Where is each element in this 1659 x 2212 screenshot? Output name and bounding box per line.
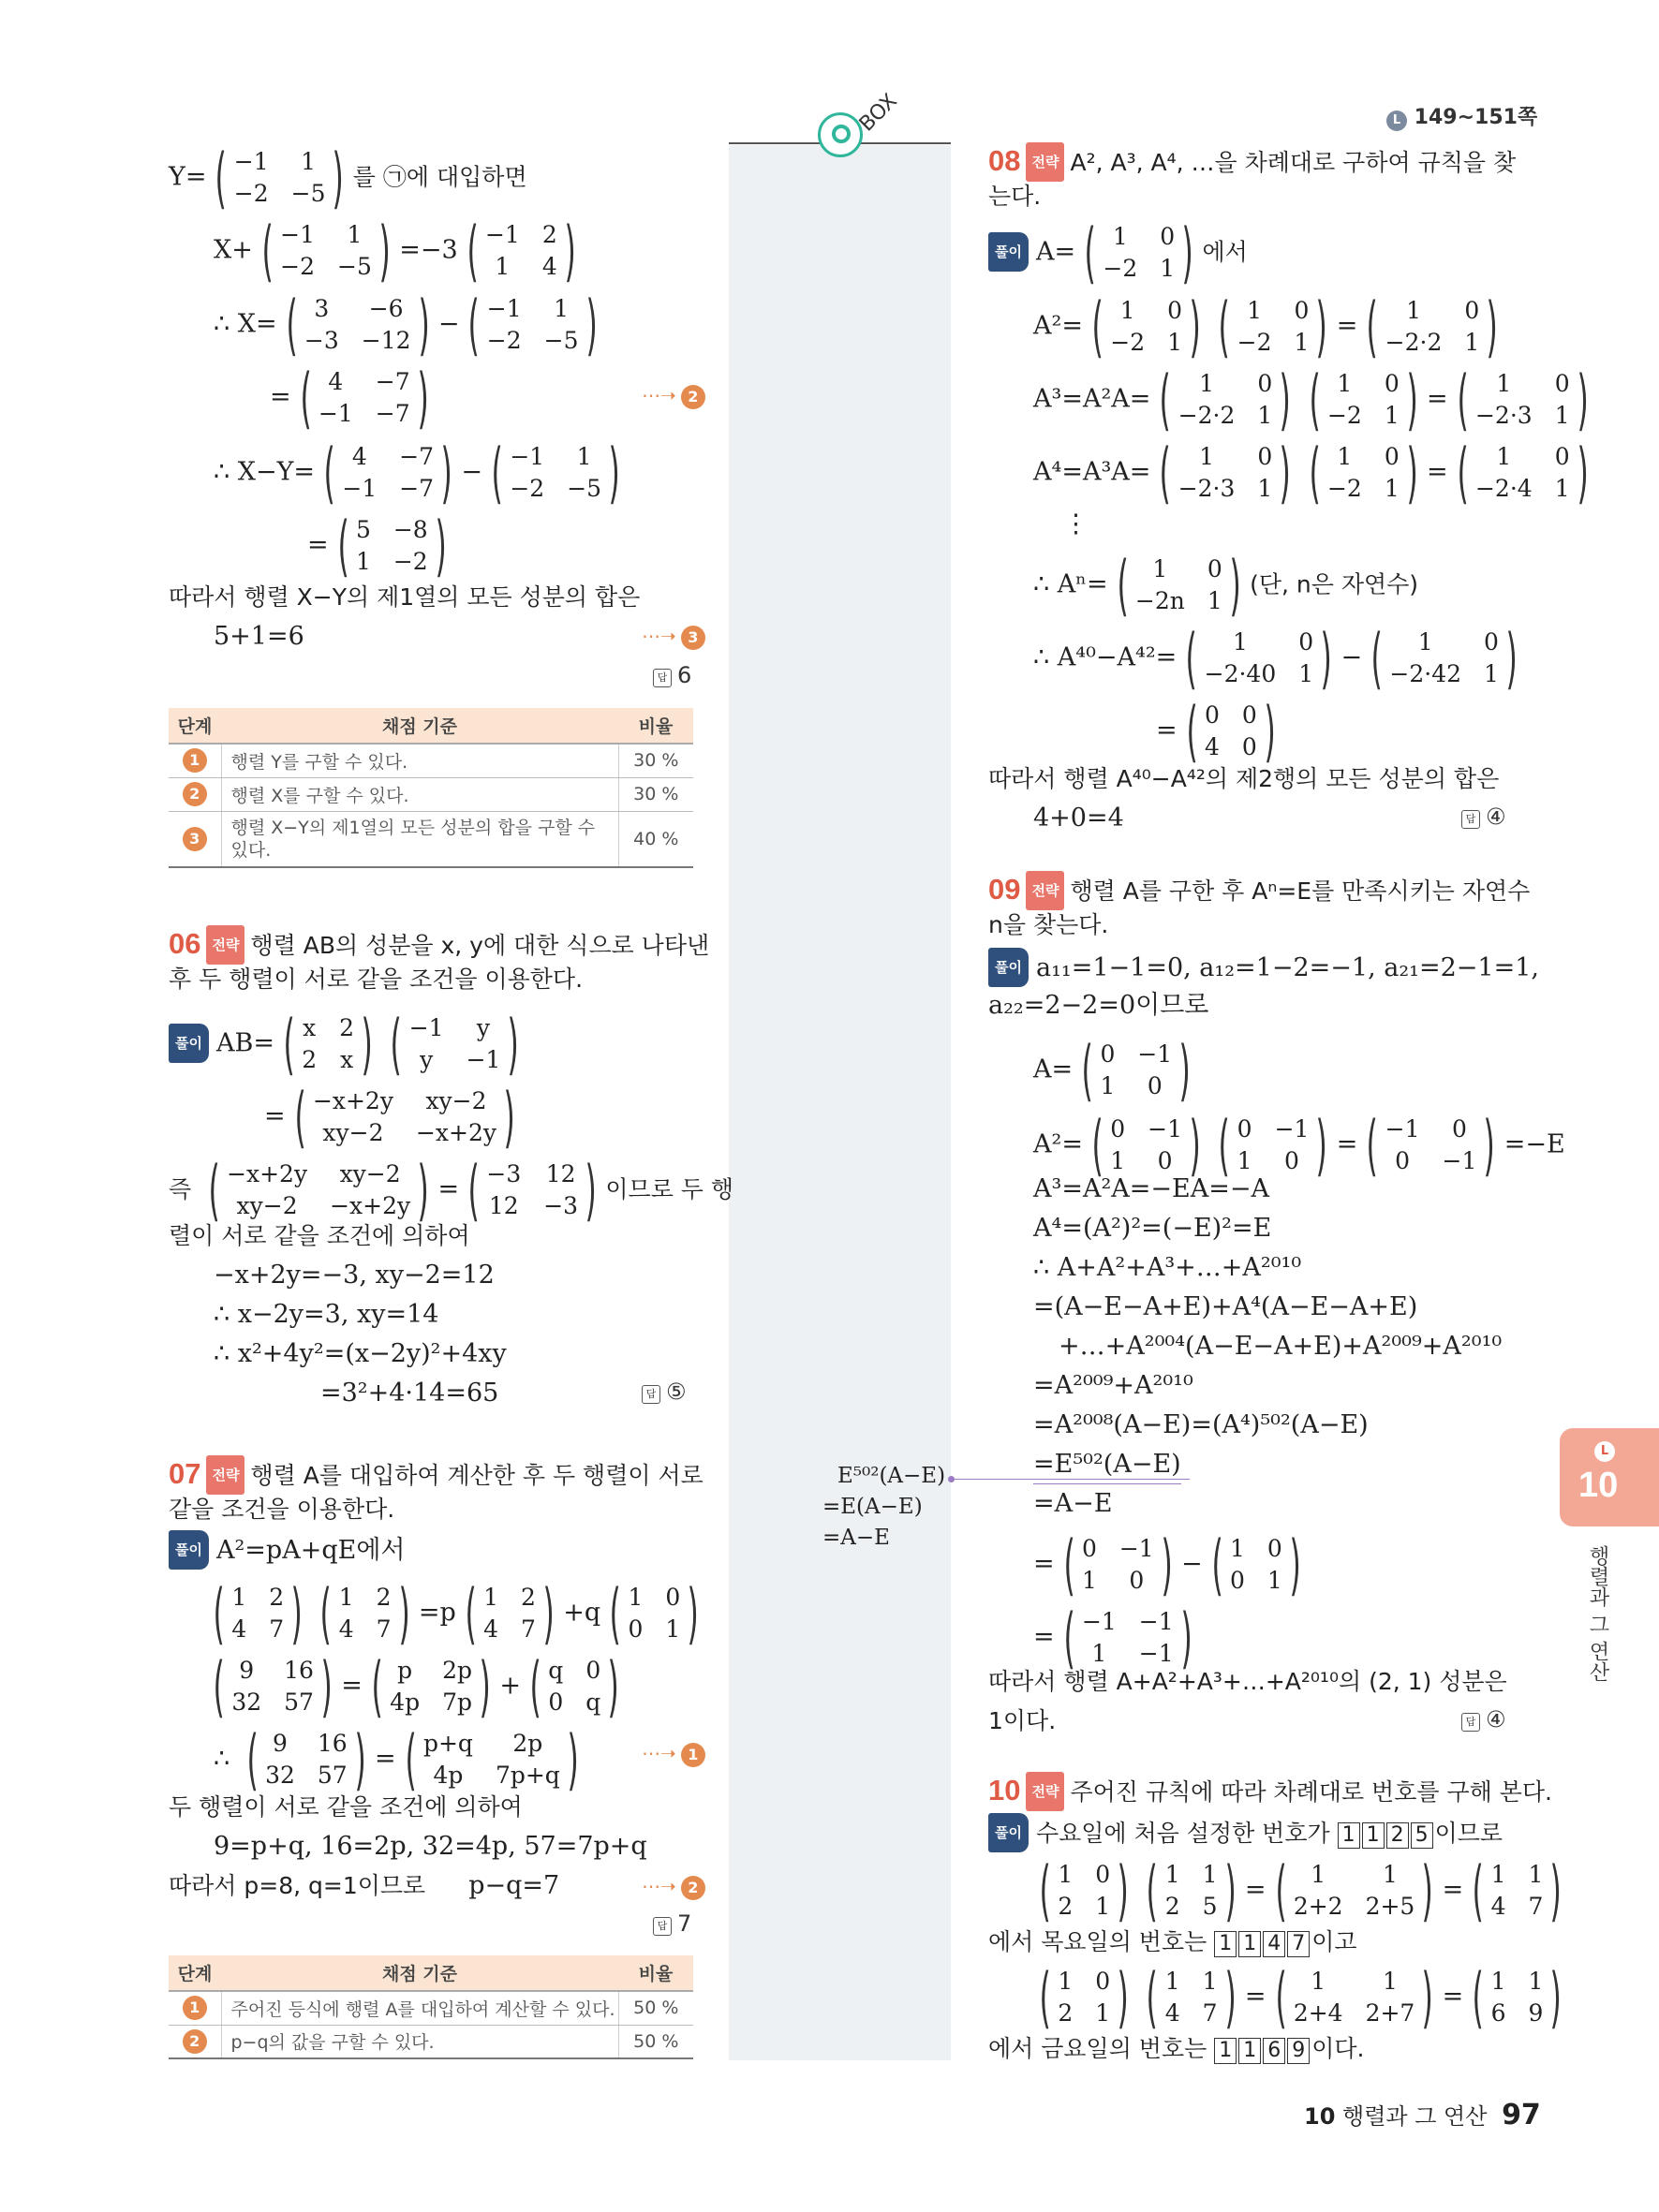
p07-eq1: ( 1 2 4 7 ) ( 1 2 4 7 ) =p ( 1 2 4 7 ) +q ( 1 0 0 1 ): [213, 1575, 700, 1652]
problem-07-strategy: 07 전략 행렬 A를 대입하여 계산한 후 두 행렬이 서로: [169, 1455, 704, 1495]
p10-eq1: ( 1 0 2 1 ) ( 1 1 2 5 ) = ( 1 1 2+2 2+5 ) = ( 1 1 4 7 ): [1039, 1852, 1563, 1929]
p06-equal: 즉 ( −x+2y xy−2 xy−2 −x+2y ) = ( −3 12 12 −3 ) 이므로 두 행: [169, 1152, 734, 1229]
p06-ab-result: = ( −x+2y xy−2 xy−2 −x+2y ): [264, 1079, 515, 1156]
p09-s4: =A²⁰⁰⁹+A²⁰¹⁰: [1033, 1371, 1193, 1400]
margin-note: E⁵⁰²(A−E) =E(A−E) =A−E: [822, 1464, 946, 1550]
step-marker-2: ⋯➝ 2: [642, 384, 705, 409]
p07-cond: 두 행렬이 서로 같을 조건에 의하여: [169, 1793, 523, 1821]
p08-a4: A⁴=A³A= ( 1 0 −2·3 1 ) ( 1 0 −2 1 ) = ( 1 0 −2·4 1 ): [1033, 435, 1589, 511]
left-x-result: = ( 4 −7 −1 −7 ): [270, 360, 429, 436]
problem-09-strategy: 09 전략 행렬 A를 구한 후 Aⁿ=E를 만족시키는 자연수: [988, 871, 1530, 910]
scoring-table-1: 단계 채점 기준 비율 1 행렬 Y를 구할 수 있다. 30 % 2 행렬 X를 구할 수 있다. 30 % 3 행렬 X−Y의 제1열의 모든 성분의 합을 구할 수 있다. 40 %: [169, 708, 693, 868]
p09-s3: +…+A²⁰⁰⁴(A−E−A+E)+A²⁰⁰⁹+A²⁰¹⁰: [1059, 1332, 1503, 1361]
p09-s9: = ( −1 −1 1 −1 ): [1033, 1600, 1192, 1676]
problem-07-strategy-2: 같을 조건을 이용한다.: [169, 1496, 395, 1523]
p07-eqs: 9=p+q, 16=2p, 32=4p, 57=7p+q: [214, 1832, 647, 1861]
problem-08-strategy-2: 는다.: [988, 183, 1042, 210]
p09-a: A= ( 0 −1 1 0 ): [1033, 1032, 1192, 1109]
p10-thursday: 에서 목요일의 번호는 1 1 4 7 이고: [988, 1928, 1357, 1955]
p06-line2: 렬이 서로 같을 조건에 의하여: [169, 1222, 470, 1249]
p06-ab: 풀이 AB= ( x 2 2 x ) ( −1 y y −1 ): [169, 1011, 528, 1077]
step-marker-3: ⋯➝ 3: [642, 625, 705, 650]
page-range: L 149~151쪽: [1386, 101, 1537, 131]
p08-sum: 4+0=4: [1033, 804, 1124, 833]
p08-a3: A³=A²A= ( 1 0 −2·2 1 ) ( 1 0 −2 1 ) = ( 1 0 −2·3 1 ): [1033, 361, 1589, 438]
scoring-table-2: 단계 채점 기준 비율 1 주어진 등식에 행렬 A를 대입하여 계산할 수 있다. 50 % 2 p−q의 값을 구할 수 있다. 50 %: [169, 1955, 693, 2059]
left-sum: 5+1=6: [214, 622, 304, 651]
left-eq-x: X+ ( −1 1 −2 −5 ) =−3 ( −1 2 1 4 ): [214, 213, 576, 289]
answer-06: 답 ⑤: [642, 1379, 687, 1405]
p08-a2: A²= ( 1 0 −2 1 ) ( 1 0 −2 1 ) = ( 1 0 −2·2 1 ): [1033, 288, 1499, 365]
footer: 10 행렬과 그 연산 97: [1304, 2099, 1541, 2131]
answer-07: 답 7: [653, 1910, 691, 1937]
p10-line1: 풀이 수요일에 처음 설정한 번호가 1 1 2 5 이므로: [988, 1813, 1503, 1852]
margin-band: [729, 145, 951, 2060]
p09-s8: = ( 0 −1 1 0 ) − ( 1 0 0 1 ): [1033, 1526, 1301, 1603]
page-number: 97: [1502, 2099, 1541, 2131]
step-marker-07-2: ⋯➝ 2: [642, 1875, 705, 1900]
answer-08: 답 ④: [1461, 804, 1506, 830]
p09-s7: =A−E: [1033, 1489, 1113, 1518]
step-marker-07-1: ⋯➝ 1: [642, 1742, 705, 1767]
p06-eq4: =3²+4·14=65: [320, 1379, 499, 1408]
p06-eq1: −x+2y=−3, xy−2=12: [214, 1261, 495, 1290]
p09-s2: =(A−E−A+E)+A⁴(A−E−A+E): [1033, 1292, 1418, 1321]
q-icon: [832, 125, 851, 143]
left-xy-result: = ( 5 −8 1 −2 ): [307, 508, 447, 584]
qbox-label: BOX: [854, 89, 902, 137]
problem-09-strategy-2: n을 찾는다.: [988, 911, 1109, 938]
problem-10-strategy: 10 전략 주어진 규칙에 따라 차례대로 번호를 구해 본다.: [988, 1772, 1552, 1811]
p07-given: 풀이 A²=pA+qE에서: [169, 1530, 406, 1570]
matrix-y: ( −1 1 −2 −5 ): [215, 140, 345, 216]
problem-06-strategy: 06 전략 행렬 AB의 성분을 x, y에 대한 식으로 나타낸: [169, 925, 709, 965]
p09-s1: ∴ A+A²+A³+…+A²⁰¹⁰: [1033, 1253, 1302, 1282]
p08-an: ∴ Aⁿ= ( 1 0 −2n 1 ) (단, n은 자연수): [1033, 547, 1419, 624]
p08-diff: ∴ A⁴⁰−A⁴²= ( 1 0 −2·40 1 ) − ( 1 0 −2·42 1 ): [1033, 620, 1518, 697]
p08-diff-result: = ( 0 0 4 0 ): [1156, 693, 1276, 770]
page-range-badge: L: [1386, 111, 1407, 131]
p09-a2: A²= ( 0 −1 1 0 ) ( 0 −1 1 0 ) = ( −1 0 0 −1 ) =−E: [1033, 1107, 1565, 1184]
p06-eq3: ∴ x²+4y²=(x−2y)²+4xy: [214, 1339, 507, 1368]
left-y-line: Y= ( −1 1 −2 −5 ) 를 ㉠에 대입하면: [169, 140, 527, 216]
problem-08-strategy: 08 전략 A², A³, A⁴, …을 차례대로 구하여 규칙을 찾: [988, 142, 1516, 182]
problem-06-strategy-2: 후 두 행렬이 서로 같을 조건을 이용한다.: [169, 966, 584, 993]
p10-friday: 에서 금요일의 번호는 1 1 6 9 이다.: [988, 2035, 1365, 2062]
p07-result: 따라서 p=8, q=1이므로 p−q=7: [169, 1871, 560, 1900]
p07-eq3: ∴ ( 9 16 32 57 ) = ( p+q 2p 4p 7p+q ): [214, 1721, 579, 1798]
left-x-minus-y: ∴ X−Y= ( 4 −7 −1 −7 ) − ( −1 1 −2 −5 ): [214, 435, 620, 511]
note-dot: [948, 1476, 955, 1482]
p09-conclusion-2: 1이다.: [988, 1707, 1057, 1734]
p06-eq2: ∴ x−2y=3, xy=14: [214, 1300, 439, 1329]
p09-a4: A⁴=(A²)²=(−E)²=E: [1033, 1214, 1272, 1243]
p09-line2: a₂₂=2−2=0이므로: [988, 991, 1209, 1020]
chapter-tab-title: 행렬과 그 연산: [1586, 1545, 1609, 1682]
p08-conclusion: 따라서 행렬 A⁴⁰−A⁴²의 제2행의 모든 성분의 합은: [988, 765, 1500, 792]
p09-s6: =E⁵⁰²(A−E): [1033, 1446, 1181, 1484]
p07-eq2: ( 9 16 32 57 ) = ( p 2p 4p 7p ) + ( q 0 0 q ): [213, 1648, 620, 1725]
p09-conclusion: 따라서 행렬 A+A²+A³+…+A²⁰¹⁰의 (2, 1) 성분은: [988, 1668, 1507, 1695]
left-therefore-x: ∴ X= ( 3 −6 −3 −12 ) − ( −1 1 −2 −5 ): [214, 287, 598, 363]
p10-eq2: ( 1 0 2 1 ) ( 1 1 4 7 ) = ( 1 1 2+4 2+7 ) = ( 1 1 6 9 ): [1039, 1959, 1563, 2036]
p08-vdots: ⋮: [1063, 509, 1089, 538]
answer-09: 답 ④: [1461, 1706, 1506, 1733]
answer-05: 답 6: [653, 662, 691, 688]
chapter-tab-badge: L: [1594, 1441, 1615, 1462]
p09-s5: =A²⁰⁰⁸(A−E)=(A⁴)⁵⁰²(A−E): [1033, 1410, 1369, 1439]
left-conclusion: 따라서 행렬 X−Y의 제1열의 모든 성분의 합은: [169, 583, 641, 611]
chapter-tab: [1560, 1428, 1659, 1526]
chapter-tab-number: 10: [1578, 1466, 1619, 1505]
p08-a: 풀이 A= ( 1 0 −2 1 ) 에서: [988, 220, 1248, 286]
p09-a3: A³=A²A=−EA=−A: [1033, 1174, 1269, 1203]
p09-line1: 풀이 a₁₁=1−1=0, a₁₂=1−2=−1, a₂₁=2−1=1,: [988, 948, 1539, 987]
